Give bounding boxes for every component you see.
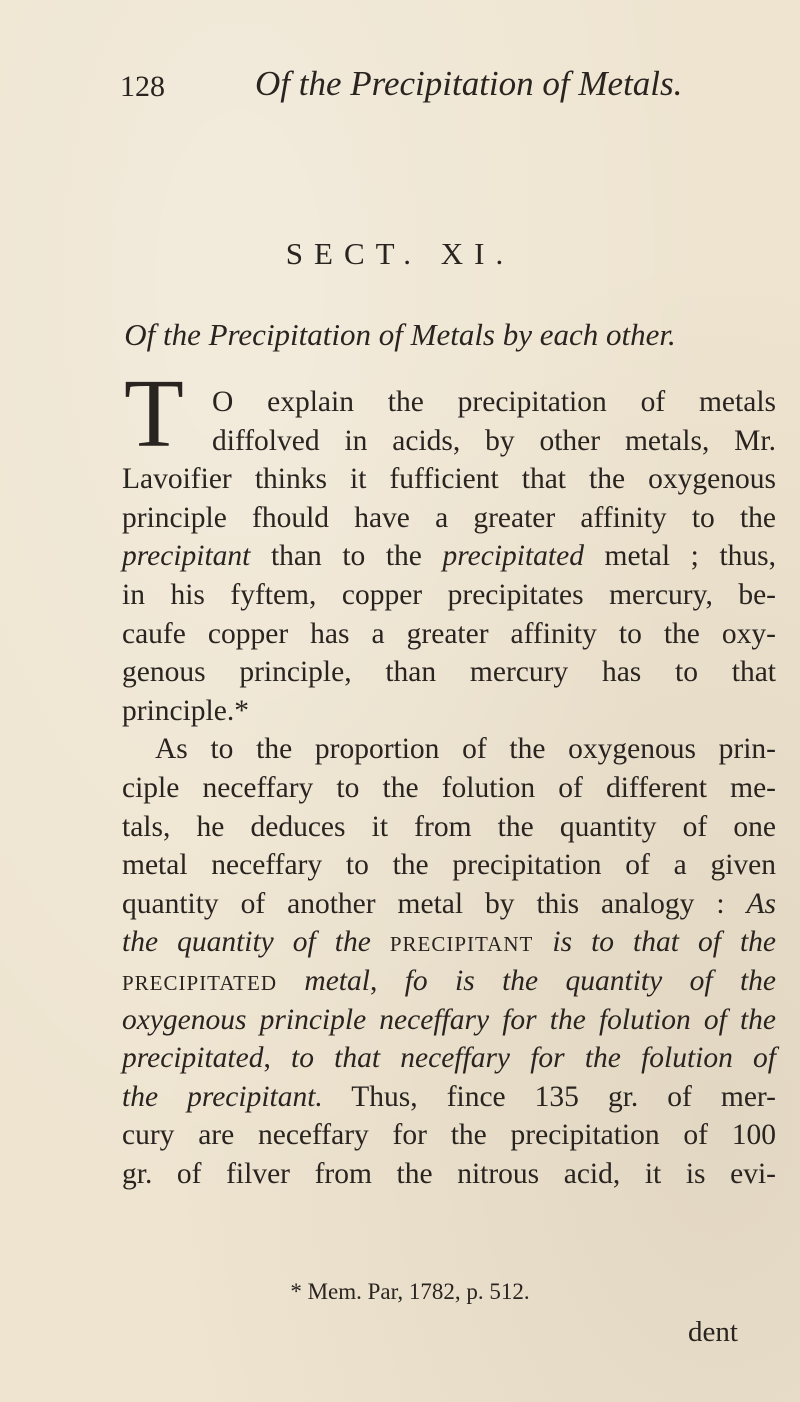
section-title: Of the Precipitation of Metals by each other. xyxy=(124,317,676,352)
text-line: precipitant than to the precipitated metal ; thus, xyxy=(122,540,776,573)
text-line: the precipitant. Thus, fince 135 gr. of mer- xyxy=(122,1080,776,1113)
catchword: dent xyxy=(688,1316,738,1348)
text-line: O explain the precipitation of metals xyxy=(212,386,776,418)
text-line: the quantity of the precipitant is to that of the xyxy=(122,926,776,959)
running-title: Of the Precipitation of Metals. xyxy=(255,64,683,103)
text-line: tals, he deduces it from the quantity of one xyxy=(122,810,776,843)
text-line: principle fhould have a greater affinity to the xyxy=(122,501,776,534)
text-line: diffolved in acids, by other metals, Mr. xyxy=(212,424,776,457)
text-line: As to the proportion of the oxygenous prin- xyxy=(155,733,776,766)
text-line: ciple neceffary to the folution of different me- xyxy=(122,771,776,804)
running-head xyxy=(120,64,720,104)
text-line: in his fyftem, copper precipitates mercury, be- xyxy=(122,578,776,611)
text-line: gr. of filver from the nitrous acid, it is evi- xyxy=(122,1157,776,1190)
text-line: metal neceffary to the precipitation of a given xyxy=(122,849,776,882)
text-line: principle.* xyxy=(122,694,249,727)
text-line: oxygenous principle neceffary for the folution of the xyxy=(122,1003,776,1036)
page-number: 128 xyxy=(120,70,165,103)
text-line: cury are neceffary for the precipitation of 100 xyxy=(122,1119,776,1152)
text-line: caufe copper has a greater affinity to the oxy- xyxy=(122,617,776,650)
section-heading: SECT. XI. xyxy=(285,236,515,271)
drop-cap: T xyxy=(124,360,184,468)
footnote: * Mem. Par, 1782, p. 512. xyxy=(290,1279,530,1304)
text-line: precipitated metal, fo is the quantity of the xyxy=(122,964,776,997)
body-text xyxy=(122,383,776,1193)
text-line: Lavoifier thinks it fufficient that the oxygenous xyxy=(122,463,776,496)
text-line: quantity of another metal by this analogy : As xyxy=(122,887,776,920)
text-line: genous principle, than mercury has to that xyxy=(122,656,776,689)
text-line: precipitated, to that neceffary for the folution of xyxy=(122,1042,777,1075)
